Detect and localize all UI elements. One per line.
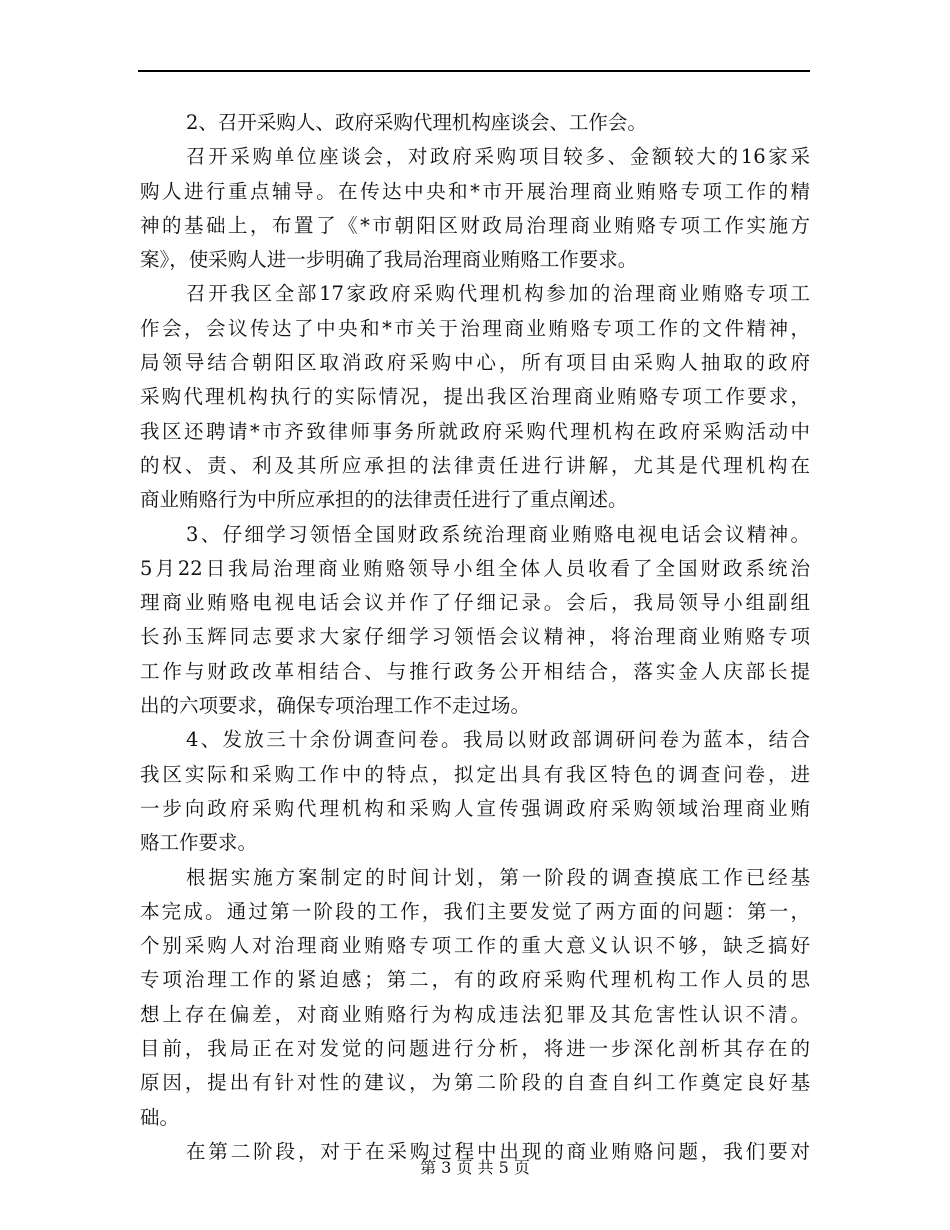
- text-line: 根据实施方案制定的时间计划，第一阶段的调查摸底工作已经基: [186, 865, 810, 889]
- text-line: 4、发放三十余份调查问卷。我局以财政部调研问卷为蓝本，结合: [186, 728, 810, 752]
- text-line: 我区实际和采购工作中的特点，拟定出具有我区特色的调查问卷，进: [140, 762, 810, 786]
- text-line: 神的基础上，布置了《*市朝阳区财政局治理商业贿赂专项工作实施方: [140, 213, 810, 237]
- body-text: [140, 106, 810, 1169]
- text-line: 专项治理工作的紧迫感；第二，有的政府采购代理机构工作人员的思: [140, 968, 810, 992]
- text-line: 本完成。通过第一阶段的工作，我们主要发觉了两方面的问题：第一，: [140, 899, 810, 923]
- text-line: 5月22日我局治理商业贿赂领导小组全体人员收看了全国财政系统治: [140, 556, 810, 580]
- text-line: 原因，提出有针对性的建议，为第二阶段的自查自纠工作奠定良好基: [140, 1071, 810, 1095]
- text-line: 目前，我局正在对发觉的问题进行分析，将进一步深化剖析其存在的: [140, 1037, 810, 1061]
- text-line: 赂工作要求。: [140, 831, 258, 855]
- text-line: 想上存在偏差，对商业贿赂行为构成违法犯罪及其危害性认识不清。: [140, 1002, 810, 1026]
- text-line: 工作与财政改革相结合、与推行政务公开相结合，落实金人庆部长提: [140, 659, 810, 683]
- text-line: 2、召开采购人、政府采购代理机构座谈会、工作会。: [186, 111, 647, 134]
- text-line: 一步向政府采购代理机构和采购人宣传强调政府采购领域治理商业贿: [140, 796, 810, 820]
- text-line: 的权、责、利及其所应承担的法律责任进行讲解，尤其是代理机构在: [140, 453, 810, 477]
- text-line: 理商业贿赂电视电话会议并作了仔细记录。会后，我局领导小组副组: [140, 591, 810, 615]
- page-footer: 第 3 页 共 5 页: [420, 1158, 530, 1177]
- text-line: 3、仔细学习领悟全国财政系统治理商业贿赂电视电话会议精神。: [186, 522, 810, 546]
- text-line: 础。: [140, 1105, 180, 1129]
- text-line: 购人进行重点辅导。在传达中央和*市开展治理商业贿赂专项工作的精: [140, 179, 810, 203]
- text-line: 作会，会议传达了中央和*市关于治理商业贿赂专项工作的文件精神，: [140, 316, 810, 340]
- text-line: 召开我区全部17家政府采购代理机构参加的治理商业贿赂专项工: [186, 282, 810, 306]
- header-rule: [138, 70, 810, 72]
- text-line: 出的六项要求，确保专项治理工作不走过场。: [140, 694, 531, 718]
- text-line: 商业贿赂行为中所应承担的的法律责任进行了重点阐述。: [140, 488, 628, 512]
- text-line: 案》，使采购人进一步明确了我局治理商业贿赂工作要求。: [140, 248, 638, 272]
- text-line: 采购代理机构执行的实际情况，提出我区治理商业贿赂专项工作要求，: [140, 385, 810, 409]
- text-line: 召开采购单位座谈会，对政府采购项目较多、金额较大的16家采: [186, 145, 810, 169]
- text-line: 局领导结合朝阳区取消政府采购中心，所有项目由采购人抽取的政府: [140, 351, 810, 375]
- text-line: 在第二阶段，对于在采购过程中出现的商业贿赂问题，我们要对: [186, 1139, 810, 1163]
- text-line: 个别采购人对治理商业贿赂专项工作的重大意义认识不够，缺乏搞好: [140, 934, 810, 958]
- text-line: 长孙玉辉同志要求大家仔细学习领悟会议精神，将治理商业贿赂专项: [140, 625, 810, 649]
- text-line: 我区还聘请*市齐致律师事务所就政府采购代理机构在政府采购活动中: [140, 419, 810, 443]
